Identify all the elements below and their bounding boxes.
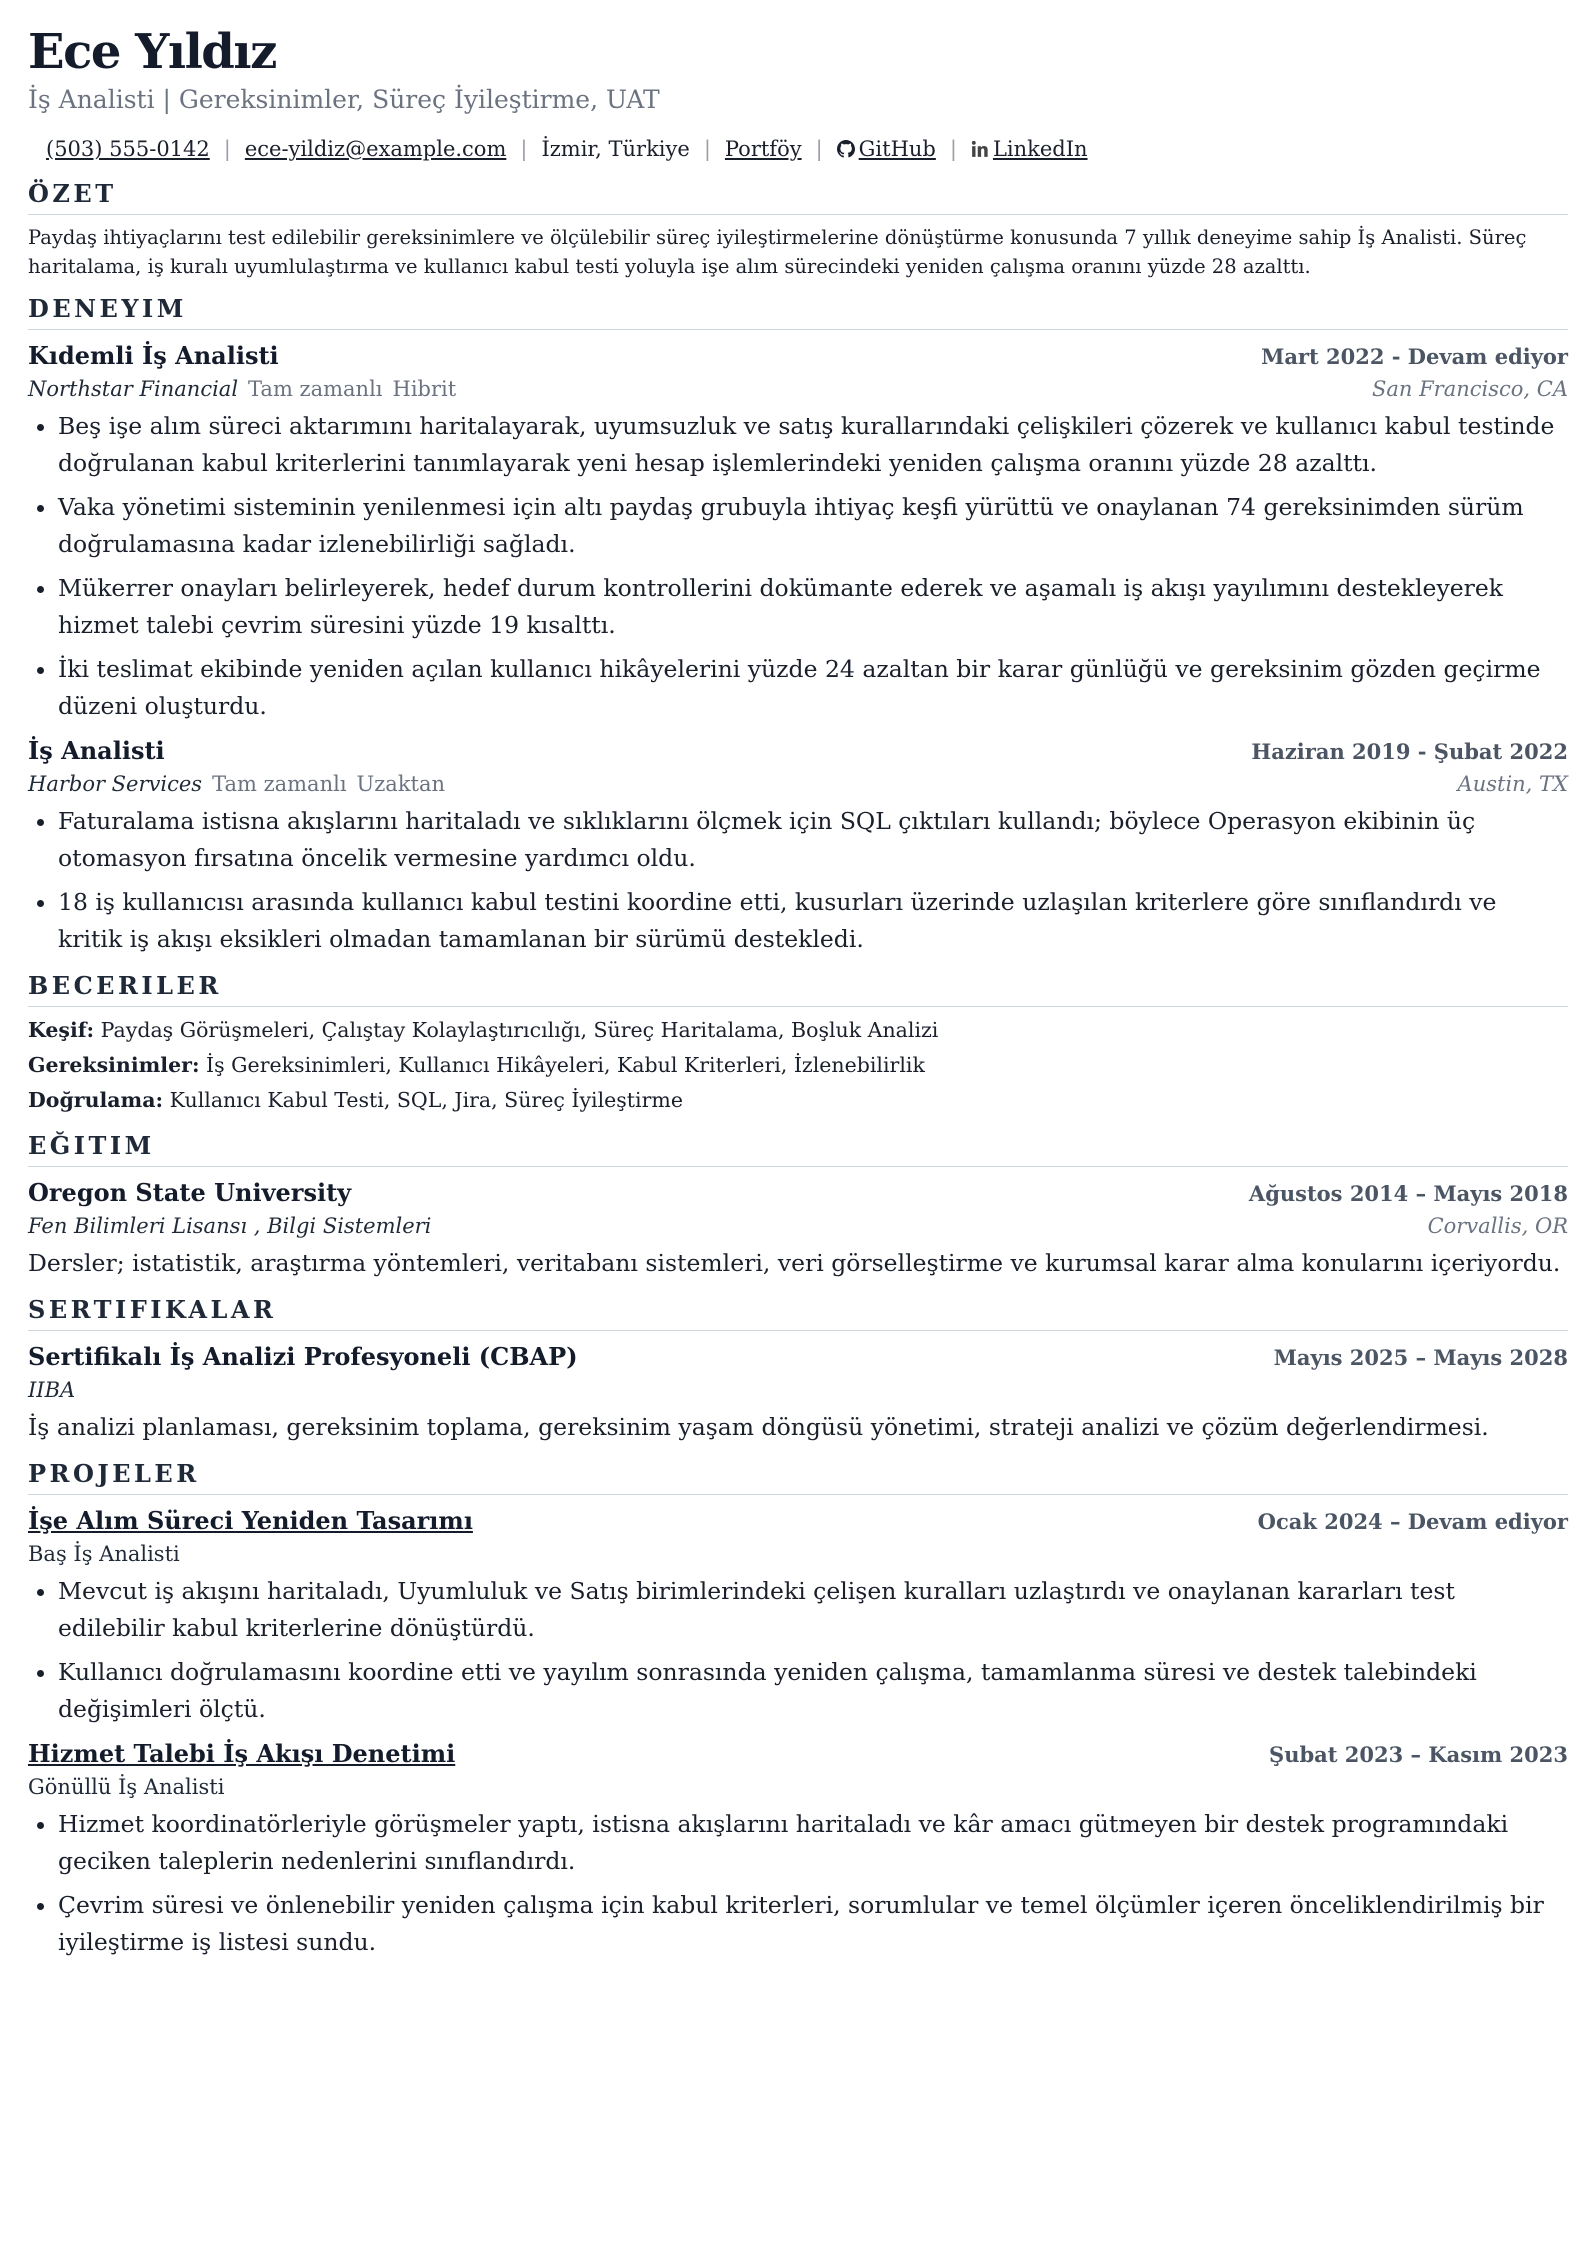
job-location: San Francisco, CA	[1371, 377, 1568, 401]
job-location: Austin, TX	[1457, 772, 1568, 796]
bullet-item: • Vaka yönetimi sisteminin yenilenmesi için altı paydaş grubuyla ihtiyaç keşfi yürüttü ve onaylanan 74 gereksinimden sürüm doğrulamasına kadar izlenebilirliği sağladı.	[58, 489, 1568, 563]
section-title-projects: PROJELER	[28, 1458, 1568, 1495]
summary-section	[28, 178, 1568, 281]
project-bullets	[28, 1573, 1568, 1728]
section-title-skills: BECERILER	[28, 970, 1568, 1007]
employment-type: Tam zamanlı	[212, 772, 347, 796]
contact-bar	[46, 132, 1588, 166]
project-role: Baş İş Analisti	[28, 1542, 180, 1566]
bullet-item: • Hizmet koordinatörleriyle görüşmeler yaptı, istisna akışlarını haritaladı ve kâr amacı gütmeyen bir destek programındaki geciken taleplerin nedenlerini sınıflandırdı.	[58, 1806, 1568, 1880]
education-entry	[28, 1175, 1568, 1282]
contact-separator: |	[949, 137, 957, 161]
portfolio-link[interactable]: Portföy	[724, 137, 802, 161]
location-text: İzmir, Türkiye	[541, 137, 690, 161]
bullet-item: • Beş işe alım süreci aktarımını haritalayarak, uyumsuzluk ve satış kurallarındaki çelişkileri çözerek ve kullanıcı kabul testinde doğrulanan kabul kriterlerini tanımlayarak yeni hesap işlemlerindeki yeniden çalışma oranını yüzde 28 azalttı.	[58, 408, 1568, 482]
skill-value: Kullanıcı Kabul Testi, SQL, Jira, Süreç İyileştirme	[169, 1088, 683, 1112]
certification-entry	[28, 1339, 1568, 1446]
linkedin-icon	[971, 140, 989, 158]
project-entry	[28, 1736, 1568, 1961]
job-date: Mart 2022 - Devam ediyor	[1261, 344, 1568, 369]
summary-text: Paydaş ihtiyaçlarını test edilebilir gereksinimlere ve ölçülebilir süreç iyileştirmelerine dönüştürme konusunda 7 yıllık deneyime sahip İş Analisti. Süreç haritalama, iş kuralı uyumlulaştırma ve kullanıcı kabul testi yoluyla işe alım sürecindeki yeniden çalışma oranını yüzde 28 azalttı.	[28, 226, 1527, 278]
email-link[interactable]: ece-yildiz@example.com	[244, 137, 507, 161]
skills-section	[28, 970, 1568, 1118]
bullet-item: • İki teslimat ekibinde yeniden açılan kullanıcı hikâyelerini yüzde 24 azaltan bir karar günlüğü ve gereksinim gözden geçirme düzeni oluşturdu.	[58, 651, 1568, 725]
project-title-link[interactable]: İşe Alım Süreci Yeniden Tasarımı	[28, 1506, 473, 1535]
candidate-name: Ece Yıldız	[28, 24, 276, 80]
work-mode: Hibrit	[392, 377, 457, 401]
contact-separator: |	[815, 137, 823, 161]
project-bullets	[28, 1806, 1568, 1961]
contact-separator: |	[223, 137, 231, 161]
education-description: Dersler; istatistik, araştırma yöntemleri, veritabanı sistemleri, veri görselleştirme ve kurumsal karar alma konularını içeriyordu.	[28, 1249, 1561, 1277]
company-name: Harbor Services	[28, 772, 203, 796]
job-title: Kıdemli İş Analisti	[28, 341, 279, 370]
bullet-item: • Kullanıcı doğrulamasını koordine etti ve yayılım sonrasında yeniden çalışma, tamamlanma süresi ve destek talebindeki değişimleri ölçtü.	[58, 1654, 1568, 1728]
skill-row	[28, 1013, 1568, 1048]
project-entry	[28, 1503, 1568, 1728]
github-icon	[837, 140, 855, 158]
employment-type: Tam zamanlı	[248, 377, 383, 401]
project-role: Gönüllü İş Analisti	[28, 1775, 225, 1799]
project-title-link[interactable]: Hizmet Talebi İş Akışı Denetimi	[28, 1739, 456, 1768]
education-section	[28, 1130, 1568, 1282]
company-name: Northstar Financial	[28, 377, 239, 401]
project-date: Şubat 2023 – Kasım 2023	[1269, 1742, 1568, 1767]
contact-separator: |	[520, 137, 528, 161]
work-mode: Uzaktan	[356, 772, 446, 796]
job-bullets	[28, 803, 1568, 958]
headline: İş Analisti | Gereksinimler, Süreç İyileştirme, UAT	[28, 85, 660, 114]
skill-value: Paydaş Görüşmeleri, Çalıştay Kolaylaştırıcılığı, Süreç Haritalama, Boşluk Analizi	[100, 1018, 939, 1042]
school-name: Oregon State University	[28, 1178, 352, 1207]
degree: Fen Bilimleri Lisansı , Bilgi Sistemleri	[28, 1214, 432, 1238]
experience-entry	[28, 733, 1568, 958]
bullet-item: • 18 iş kullanıcısı arasında kullanıcı kabul testini koordine etti, kusurları üzerinde uzlaşılan kriterlere göre sınıflandırdı ve kritik iş akışı eksikleri olmadan tamamlanan bir sürümü destekledi.	[58, 884, 1568, 958]
skill-row	[28, 1083, 1568, 1118]
contact-separator: |	[703, 137, 711, 161]
linkedin-contact[interactable]	[971, 132, 1088, 166]
project-date: Ocak 2024 – Devam ediyor	[1257, 1509, 1568, 1534]
certification-issuer: IIBA	[28, 1378, 76, 1402]
job-title: İş Analisti	[28, 736, 165, 765]
skill-label: Keşif:	[28, 1018, 95, 1042]
skill-label: Doğrulama:	[28, 1088, 164, 1112]
bullet-item: • Faturalama istisna akışlarını haritaladı ve sıklıklarını ölçmek için SQL çıktıları kullandı; böylece Operasyon ekibinin üç otomasyon fırsatına öncelik vermesine yardımcı oldu.	[58, 803, 1568, 877]
skill-row	[28, 1048, 1568, 1083]
education-location: Corvallis, OR	[1427, 1214, 1568, 1238]
certification-title: Sertifikalı İş Analizi Profesyoneli (CBAP)	[28, 1342, 578, 1371]
phone-link[interactable]: (503) 555-0142	[46, 137, 210, 161]
section-title-certifications: SERTIFIKALAR	[28, 1294, 1568, 1331]
bullet-item: • Çevrim süresi ve önlenebilir yeniden çalışma için kabul kriterleri, sorumlular ve temel ölçümler içeren önceliklendirilmiş bir iyileştirme iş listesi sundu.	[58, 1887, 1568, 1961]
section-title-experience: DENEYIM	[28, 293, 1568, 330]
bullet-item: • Mevcut iş akışını haritaladı, Uyumluluk ve Satış birimlerindeki çelişen kuralları uzlaştırdı ve onaylanan kararları test edilebilir kabul kriterlerine dönüştürdü.	[58, 1573, 1568, 1647]
experience-entry	[28, 338, 1568, 725]
skill-label: Gereksinimler:	[28, 1053, 200, 1077]
certification-date: Mayıs 2025 – Mayıs 2028	[1273, 1345, 1568, 1370]
job-date: Haziran 2019 - Şubat 2022	[1251, 739, 1568, 764]
linkedin-link[interactable]: LinkedIn	[992, 137, 1088, 161]
section-title-education: EĞITIM	[28, 1130, 1568, 1167]
skill-value: İş Gereksinimleri, Kullanıcı Hikâyeleri, Kabul Kriterleri, İzlenebilirlik	[206, 1053, 925, 1077]
experience-section	[28, 293, 1568, 958]
education-date: Ağustos 2014 – Mayıs 2018	[1248, 1181, 1568, 1206]
github-link[interactable]: GitHub	[858, 137, 936, 161]
certifications-section	[28, 1294, 1568, 1446]
projects-section	[28, 1458, 1568, 1961]
job-bullets	[28, 408, 1568, 725]
bullet-item: • Mükerrer onayları belirleyerek, hedef durum kontrollerini dokümante ederek ve aşamalı iş akışı yayılımını destekleyerek hizmet talebi çevrim süresini yüzde 19 kısalttı.	[58, 570, 1568, 644]
certification-description: İş analizi planlaması, gereksinim toplama, gereksinim yaşam döngüsü yönetimi, strateji analizi ve çözüm değerlendirmesi.	[28, 1413, 1489, 1441]
section-title-summary: ÖZET	[28, 178, 1568, 215]
github-contact[interactable]	[837, 132, 936, 166]
